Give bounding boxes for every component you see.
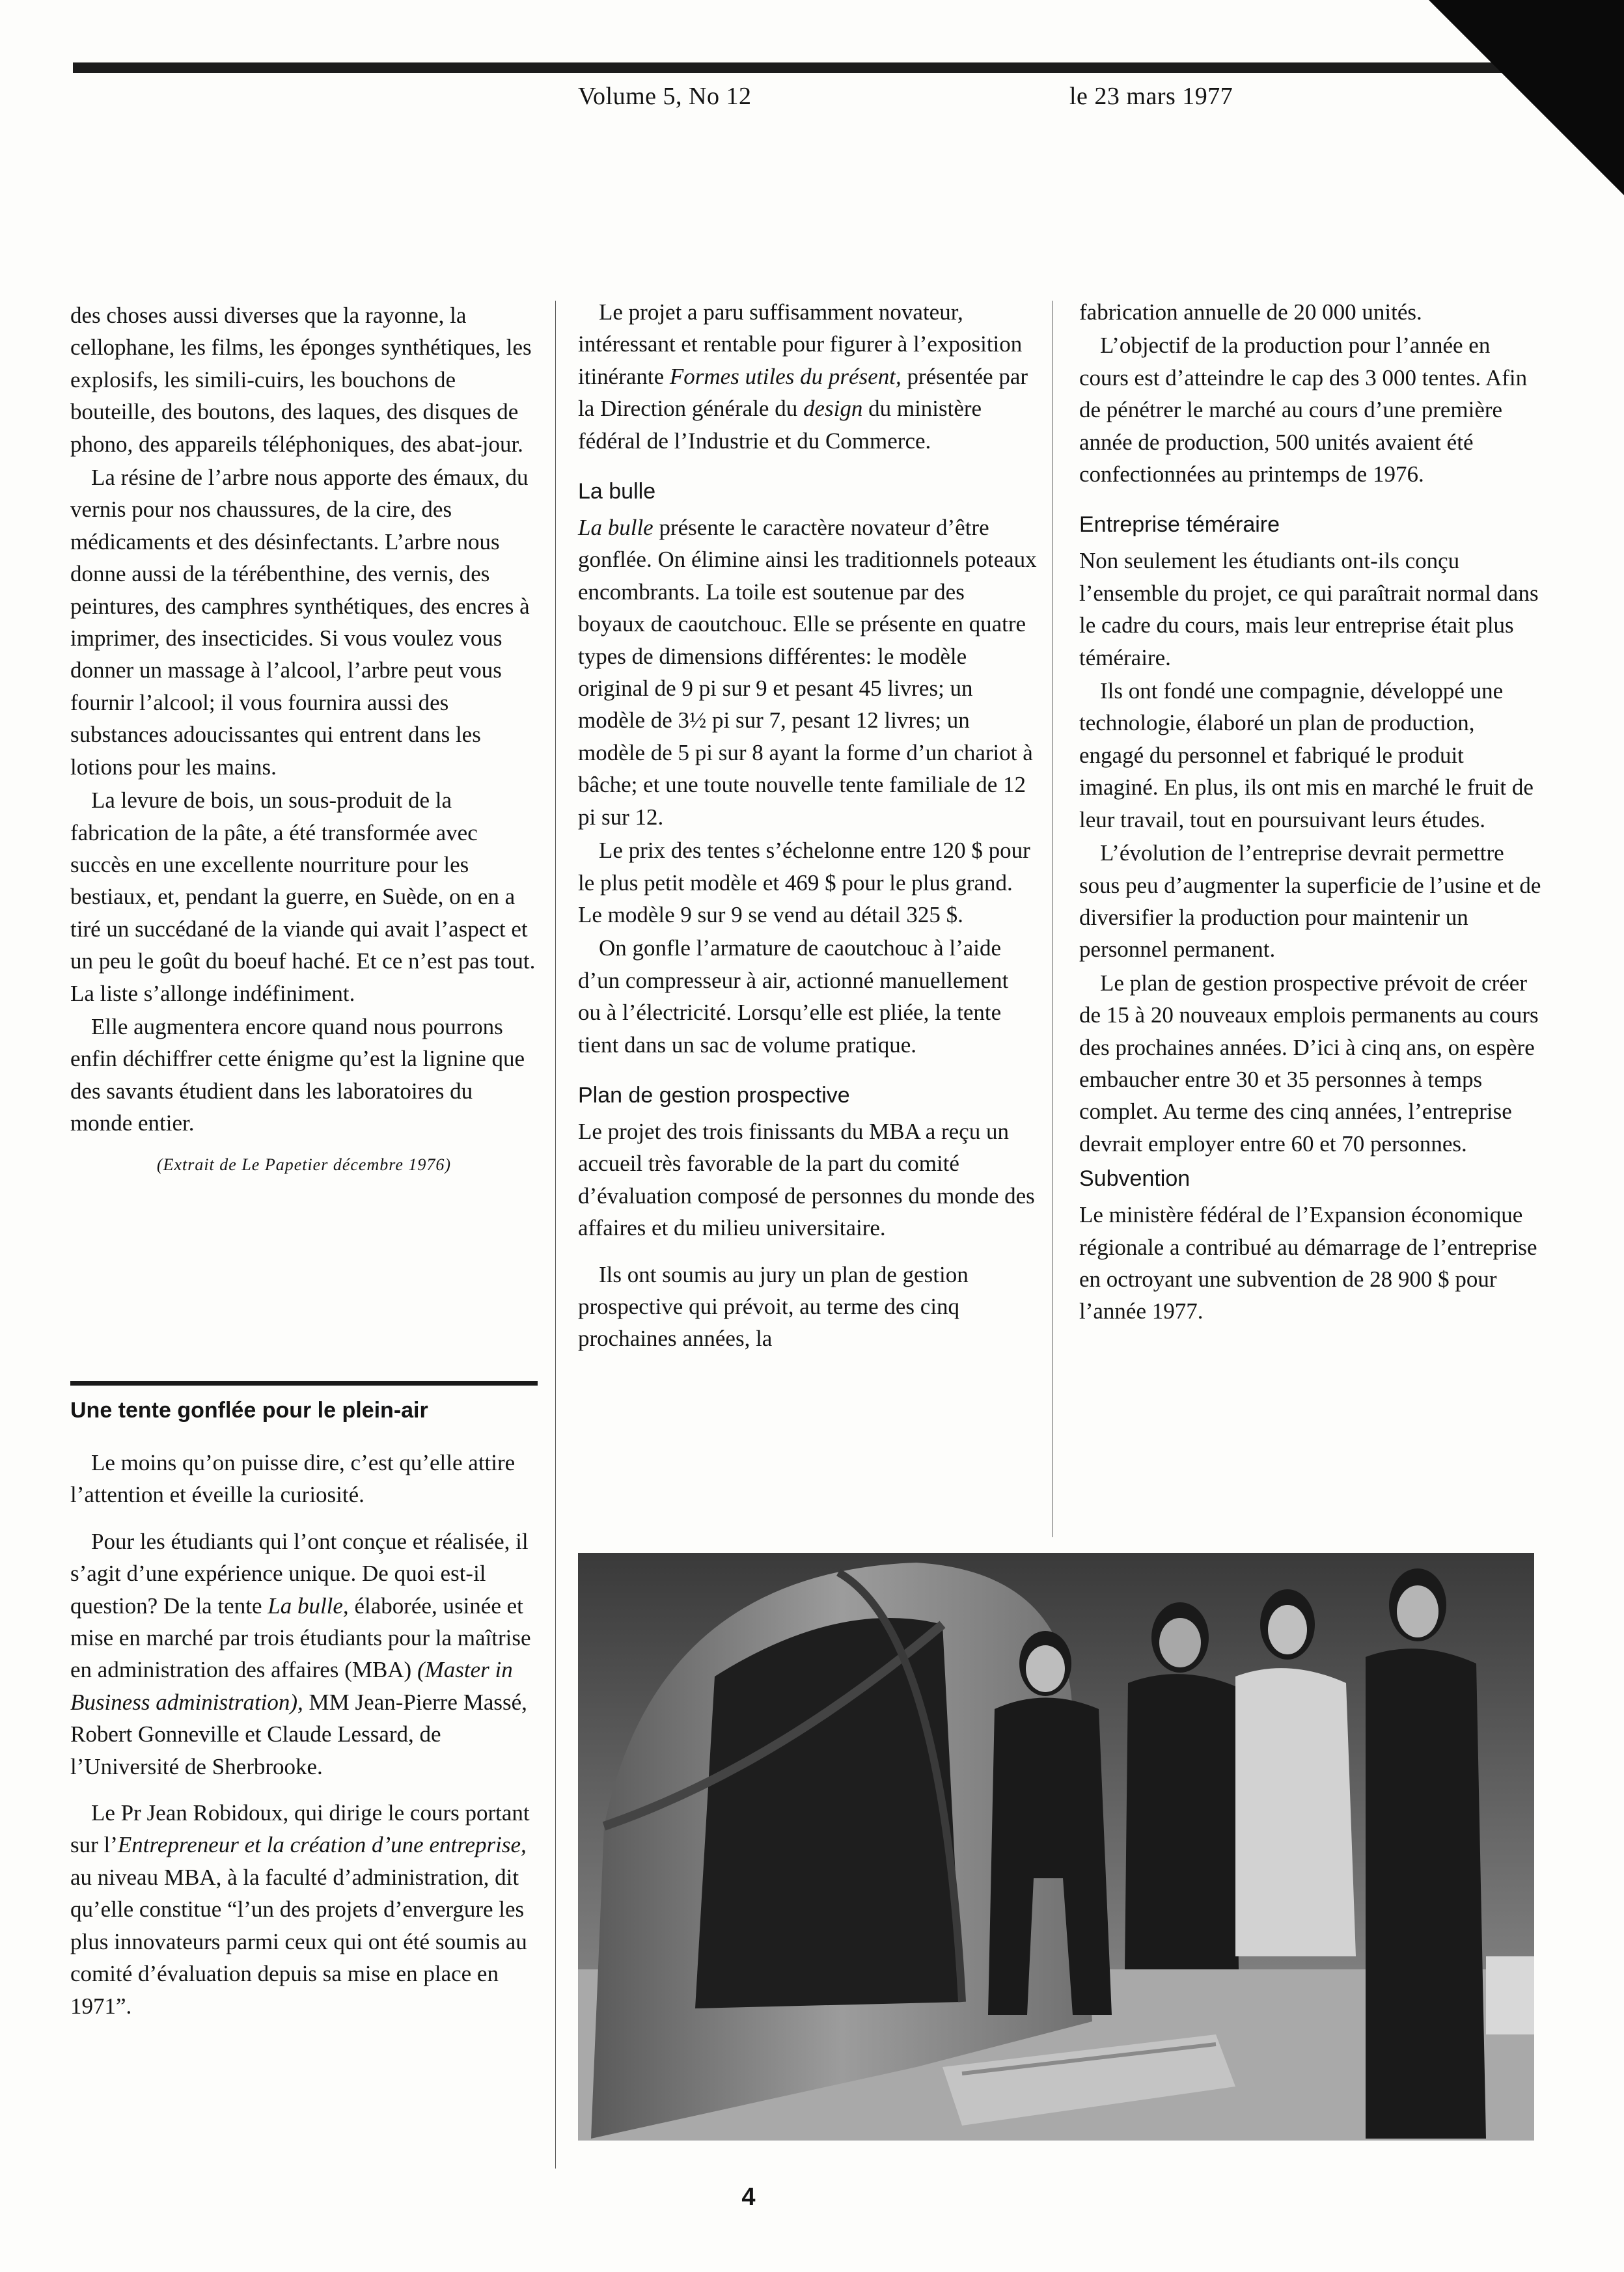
paragraph: Elle augmentera encore quand nous pourrons enfin déchiffrer cette énigme qu’est la lignine que des savants étudient dans les laboratoires du monde entier. <box>70 1013 525 1136</box>
column-rule <box>555 301 556 2169</box>
subheading: Subvention <box>1079 1166 1190 1192</box>
issue-date: le 23 mars 1977 <box>1069 83 1233 110</box>
section-rule <box>70 1381 538 1386</box>
tent-photo-illustration <box>578 1553 1534 2141</box>
paragraph: Non seulement les étudiants ont-ils conçu l’ensemble du projet, ce qui paraîtrait normal dans le cadre du cours, mais leur entreprise était plus téméraire. <box>1079 548 1539 670</box>
paragraph: Le plan de gestion prospective prévoit de créer de 15 à 20 nouveaux emplois permanents au cours des prochaines années. D’ici à cinq ans, on espère embaucher entre 30 et 35 personnes à temps complet. Au terme des cinq années, l’entreprise devrait employer entre 60 et 70 personnes. <box>1079 970 1539 1157</box>
tent-door <box>695 1618 962 2008</box>
paragraph: Le Pr Jean Robidoux, qui dirige le cours portant sur l’Entrepreneur et la création d’une entreprise, au niveau MBA, à la faculté d’administration, dit qu’elle constitue “l’un des projets d’envergure les plus innovateurs parmi ceux qui ont été soumis au comité d’évaluation depuis sa mise en place en 1971”. <box>70 1800 530 2019</box>
paragraph: Le ministère fédéral de l’Expansion économique régionale a contribué au démarrage de l’entreprise en octroyant une subvention de 28 900 $ pour l’année 1977. <box>1079 1202 1537 1324</box>
paragraph: Le projet des trois finissants du MBA a reçu un accueil très favorable de la part du comité d’évaluation composé de personnes du monde des affaires et du milieu universitaire. <box>578 1118 1035 1241</box>
right-column <box>1079 296 1543 1328</box>
scan-corner-shadow <box>1429 0 1624 195</box>
left-column <box>70 299 538 1181</box>
middle-column <box>578 296 1037 1355</box>
paragraph: Le moins qu’on puisse dire, c’est qu’elle attire l’attention et éveille la curiosité. <box>70 1450 516 1508</box>
tent-photo <box>578 1553 1534 2141</box>
tent-article <box>70 1381 538 2022</box>
subheading: Entreprise téméraire <box>1079 512 1280 538</box>
paragraph: On gonfle l’armature de caoutchouc à l’aide d’un compresseur à air, actionné manuellement ou à l’électricité. Lorsqu’elle est pliée, la tente tient dans un sac de volume pratique. <box>578 935 1009 1058</box>
paragraph: La levure de bois, un sous-produit de la fabrication de la pâte, a été transformée avec succès en une excellente nourriture pour les bestiaux, et, pendant la guerre, en Suède, on en a tiré un succédané de la viande qui avait l’aspect et un peu le goût du boeuf haché. Et ce n’est pas tout. La liste s’allonge indéfiniment. <box>70 787 536 1006</box>
paragraph: Pour les étudiants qui l’ont conçue et réalisée, il s’agit d’une expérience unique. De quoi est-il question? De la tente La bulle, élaborée, usinée et mise en marché par trois étudiants pour la maîtrise en administration des affaires (MBA) (Master in Business administration), MM Jean-Pierre Massé, Robert Gonneville et Claude Lessard, de l’Université de Sherbrooke. <box>70 1528 531 1779</box>
source-citation: (Extrait de Le Papetier décembre 1976) <box>156 1155 452 1174</box>
paragraph: Ils ont fondé une compagnie, développé une technologie, élaboré un plan de production, engagé du personnel et fabriqué le produit imaginé. En plus, ils ont mis en marché le fruit de leur travail, tout en poursuivant leurs études. <box>1079 678 1534 832</box>
article-title: Une tente gonflée pour le plein-air <box>70 1398 428 1423</box>
paragraph: L’évolution de l’entreprise devrait permettre sous peu d’augmenter la superficie de l’usine et de diversifier la production pour maintenir un personnel permanent. <box>1079 840 1541 963</box>
paragraph: Ils ont soumis au jury un plan de gestion prospective qui prévoit, au terme des cinq prochaines années, la <box>578 1261 969 1352</box>
issue-volume: Volume 5, No 12 <box>578 83 752 110</box>
paragraph: La résine de l’arbre nous apporte des émaux, du vernis pour nos chaussures, de la cire, des médicaments et des désinfectants. L’arbre nous donne aussi de la térébenthine, des vernis, des peintures, des camphres synthétiques, des encres à imprimer, des insecticides. Si vous voulez vous donner un massage à l’alcool, l’arbre peut vous fournir l’alcool; il vous fournira aussi des substances adoucissantes qui entrent dans les lotions pour les mains. <box>70 465 530 780</box>
paragraph: L’objectif de la production pour l’année en cours est d’atteindre le cap des 3 000 tentes. Afin de pénétrer le marché au cours d’une première année de production, 500 unités avaient été confectionnées au printemps de 1976. <box>1079 333 1528 487</box>
header-rule <box>73 62 1550 73</box>
paragraph: fabrication annuelle de 20 000 unités. <box>1079 299 1422 325</box>
paragraph: Le projet a paru suffisamment novateur, intéressant et rentable pour figurer à l’exposition itinérante Formes utiles du présent, présentée par la Direction générale du design du ministère fédéral de l’Industrie et du Commerce. <box>578 299 1028 454</box>
paragraph: La bulle présente le caractère novateur d’être gonflée. On élimine ainsi les traditionnels poteaux encombrants. La toile est soutenue par des boyaux de caoutchouc. Elle se présente en quatre types de dimensions différentes: le modèle original de 9 pi sur 9 et pesant 45 livres; un modèle de 3½ pi sur 7, pesant 12 livres; un modèle de 5 pi sur 8 ayant la forme d’un chariot à bâche; et une toute nouvelle tente familiale de 12 pi sur 12. <box>578 515 1037 830</box>
page-number: 4 <box>741 2183 756 2211</box>
subheading: Plan de gestion prospective <box>578 1082 850 1108</box>
paragraph: Le prix des tentes s’échelonne entre 120 $ pour le plus petit modèle et 469 $ pour le plus grand. Le modèle 9 sur 9 se vend au détail 325 $. <box>578 838 1030 927</box>
paragraph: des choses aussi diverses que la rayonne, la cellophane, les films, les éponges synthétiques, les explosifs, les simili-cuirs, les bouchons de bouteille, des boutons, des laques, des disques de phono, des appareils téléphoniques, des abat-jour. <box>70 303 532 457</box>
subheading: La bulle <box>578 479 656 504</box>
